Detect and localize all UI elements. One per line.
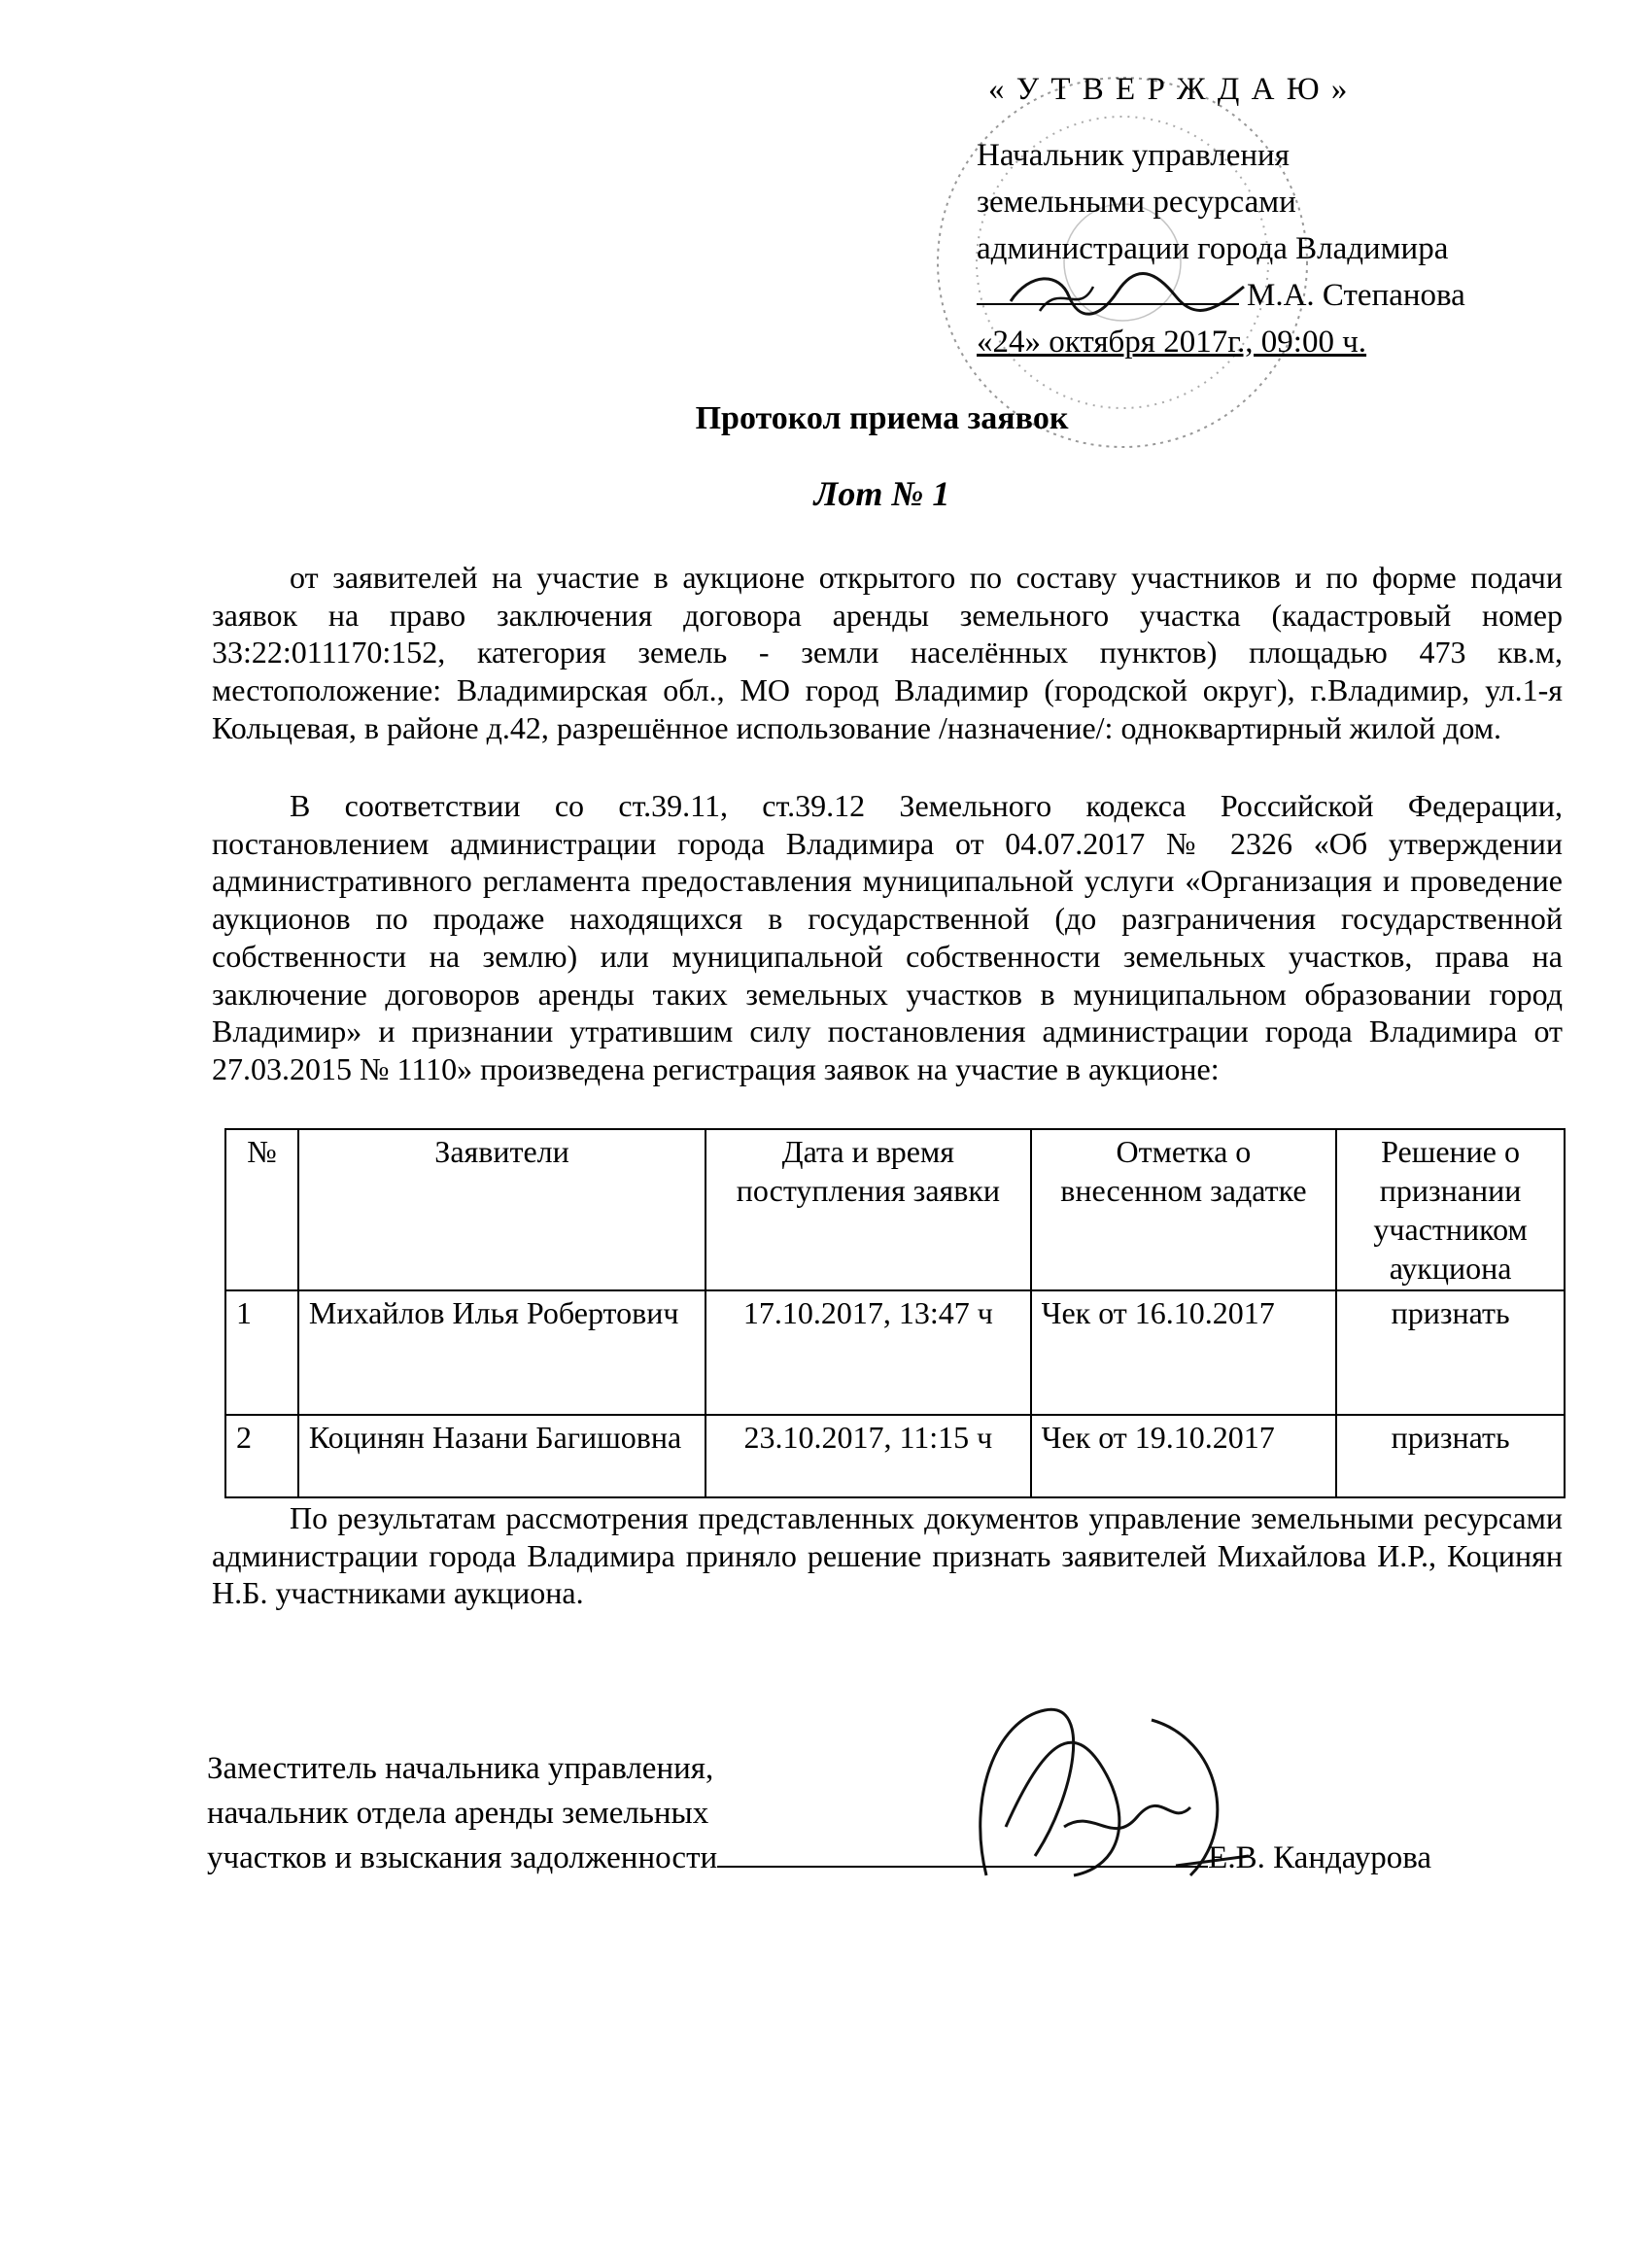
footer-signer: Е.В. Кандаурова <box>1208 1840 1432 1875</box>
signature-block <box>207 1746 1431 1880</box>
registration-table <box>224 1128 1566 1498</box>
approval-position-line3: администрации города Владимира <box>977 231 1449 266</box>
footer-position-line1: Заместитель начальника управления, <box>207 1751 714 1786</box>
table-header-cell: Дата и время поступления заявки <box>706 1129 1031 1290</box>
approval-position-line1: Начальник управления <box>977 138 1290 173</box>
table-cell-deposit: Чек от 16.10.2017 <box>1031 1290 1337 1415</box>
table-cell-applicant: Михайлов Илья Робертович <box>298 1290 706 1415</box>
table-header-cell: Решение о признании участником аукциона <box>1336 1129 1565 1290</box>
table-header-cell: Отметка о внесенном задатке <box>1031 1129 1337 1290</box>
paragraph-legal-basis-text: В соответствии со ст.39.11, ст.39.12 Земельного кодекса Российской Федерации, постановлением администрации города Владимира от 04.07.2017 № 2326 «Об утверждении административного регламента предоставления муниципальной услуги «Организация и проведение аукционов по продаже находящихся в государственной (до разграничения государственной собственности на землю) или муниципальной собственности земельных участков, права на заключение договоров аренды таких земельных участков в муниципальном образовании город Владимир» и признании утратившим силу постановления администрации города Владимира от 27.03.2015 № 1110» произведена регистрация заявок на участие в аукционе: <box>212 788 1563 1086</box>
approval-signer: М.А. Степанова <box>1247 278 1465 313</box>
approval-block <box>977 66 1599 365</box>
footer-signature-line <box>717 1837 1208 1868</box>
table-cell-datetime: 23.10.2017, 11:15 ч <box>706 1415 1031 1497</box>
footer-position-line3: участков и взыскания задолженности <box>207 1840 718 1875</box>
table-row <box>225 1415 1565 1497</box>
approval-position-line2: земельными ресурсами <box>977 185 1296 220</box>
lot-number: Лот № 1 <box>813 474 950 513</box>
table-cell-number: 1 <box>225 1290 298 1415</box>
table-cell-applicant: Коцинян Назани Багишовна <box>298 1415 706 1497</box>
document-title: Протокол приема заявок <box>695 400 1069 436</box>
table-header-cell: Заявители <box>298 1129 706 1290</box>
paragraph-decision-text: По результатам рассмотрения представленных документов управление земельными ресурсами администрации города Владимира приняло решение признать заявителей Михайлова И.Р., Коцинян Н.Б. участниками аукциона. <box>212 1500 1563 1611</box>
table-cell-deposit: Чек от 19.10.2017 <box>1031 1415 1337 1497</box>
table-cell-number: 2 <box>225 1415 298 1497</box>
paragraph-decision <box>212 1499 1563 1612</box>
table-row <box>225 1290 1565 1415</box>
paragraph-subject <box>212 559 1563 747</box>
approval-signature-line <box>977 274 1239 305</box>
table-cell-decision: признать <box>1336 1290 1565 1415</box>
footer-position-line2: начальник отдела аренды земельных <box>207 1796 709 1831</box>
table-header-cell: № <box>225 1129 298 1290</box>
table-cell-datetime: 17.10.2017, 13:47 ч <box>706 1290 1031 1415</box>
paragraph-subject-text: от заявителей на участие в аукционе открытого по составу участников и по форме подачи заявок на право заключения договора аренды земельного участка (кадастровый номер 33:22:011170:152, категория земель - земли населённых пунктов) площадью 473 кв.м, местоположение: Владимирская обл., МО город Владимир (городской округ), г.Владимир, ул.1-я Кольцевая, в районе д.42, разрешённое использование /назначение/: одноквартирный жилой дом. <box>212 560 1563 745</box>
approval-date: «24» октября 2017г., 09:00 ч. <box>977 325 1367 360</box>
table-cell-decision: признать <box>1336 1415 1565 1497</box>
paragraph-legal-basis <box>212 787 1563 1088</box>
approval-heading: « У Т В Е Р Ж Д А Ю » <box>988 72 1350 107</box>
table-header-row <box>225 1129 1565 1290</box>
